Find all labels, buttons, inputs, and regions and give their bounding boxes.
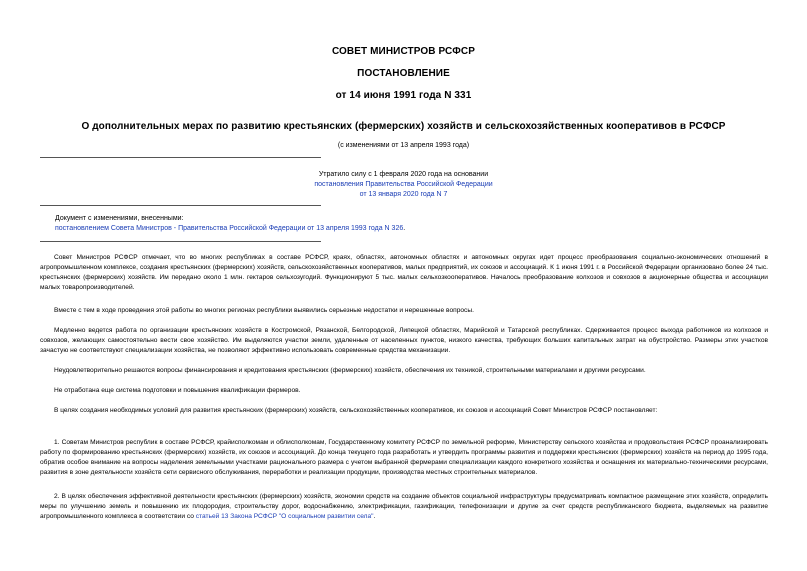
paragraph: Неудовлетворительно решаются вопросы финансирования и кредитования крестьянских (фермерских) хозяйств, обеспечения их техникой, строительными материалами и другими ресурсами. xyxy=(54,367,646,374)
document-title: О дополнительных мерах по развитию крестьянских (фермерских) хозяйств и сельскохозяйственных кооперативов в РСФСР xyxy=(81,121,726,132)
authority-heading: СОВЕТ МИНИСТРОВ РСФСР xyxy=(331,46,476,57)
paragraph: Совет Министров РСФСР отмечает, что во многих республиках в составе РСФСР, краях, областях, автономных областях и автономных округах идет процесс преобразования социально-экономических отношений в агропромышленном комплексе, создания крестьянских (фермерских) хозяйств, сельскохозяйственных кооперативов, малых предприятий, их союзов и ассоциаций. К 1 июня 1991 г. в Российской Федерации организовано более 24 тыс. крестьянских (фермерских) хозяйств. Им передано около 1 млн. гектаров сельхозугодий. Функционируют 5 тыс. малых сельхозкооперативов. Началось преобразование колхозов и совхозов в акционерные общества и ассоциации малых товаропроизводителей. xyxy=(40,254,768,291)
paragraph-tail: . xyxy=(373,513,376,520)
changes-note xyxy=(55,214,405,234)
divider-line xyxy=(40,241,321,242)
paragraph: Медленно ведется работа по организации крестьянских хозяйств в Костромской, Рязанской, Белгородской, Липецкой областях, Марийской и Татарской республиках. Сдерживается процесс выхода работников из колхозов и совхозов, желающих самостоятельно вести свое хозяйство. Им выделяются участки земли, удаленные от населенных пунктов, низкого качества, требующих больших капитальных затрат на обустройство. Размеры этих участков зачастую не соответствуют специализации хозяйства, не позволяют эффективно использовать современные средства механизации. xyxy=(40,327,768,354)
expiry-decree-link[interactable]: постановления Правительства Российской Федерации xyxy=(314,181,493,188)
document-type-heading: ПОСТАНОВЛЕНИЕ xyxy=(357,68,450,79)
paragraph xyxy=(40,492,768,522)
amendments-note: (с изменениями от 13 апреля 1993 года) xyxy=(337,142,470,149)
law-article-link[interactable]: статьей 13 Закона РСФСР "О социальном развитии села" xyxy=(195,513,374,520)
paragraph: 1. Советам Министров республик в составе РСФСР, крайисполкомам и облисполкомам, Государственному комитету РСФСР по земельной реформе, Министерству сельского хозяйства и продовольствия РСФСР проанализировать работу по формированию крестьянских (фермерских) хозяйств, их союзов и ассоциаций. До конца текущего года разработать и утвердить программы развития и поддержки крестьянских (фермерских) хозяйств на период до 1995 года, обратив особое внимание на вопросы наделения земельными участками рационального размера с учетом выбранной фермерами специализации каждого конкретного хозяйства и оснащения их материально-техническими ресурсами, развития в зоне деятельности хозяйств сети сервисного обслуживания, переработки и реализации продукции, производства местных строительных материалов. xyxy=(40,439,768,476)
expiry-note-text: Утратило силу с 1 февраля 2020 года на основании xyxy=(318,171,489,178)
paragraph: В целях создания необходимых условий для развития крестьянских (фермерских) хозяйств, сельскохозяйственных кооперативов, их союзов и ассоциаций Совет Министров РСФСР постановляет: xyxy=(54,407,658,414)
expiry-decree-date-link[interactable]: от 13 января 2020 года N 7 xyxy=(359,191,448,198)
paragraph: Не отработана еще система подготовки и повышения квалификации фермеров. xyxy=(54,387,301,394)
divider-line xyxy=(40,157,321,158)
paragraph-text: 2. В целях обеспечения эффективной деятельности крестьянских (фермерских) хозяйств, экономии средств на создание объектов социальной инфраструктуры предусматривать компактное размещение этих хозяйств, определить меры по улучшению земель и повышению их плодородия, строительству дорог, водоснабжению, электрификации, газификации, телефонизации и другие за счет средств республиканского бюджета, выделяемых на развитие агропромышленного комплекса в соответствии со xyxy=(40,493,768,520)
changes-note-tail: . xyxy=(403,225,406,232)
amending-decree-link[interactable]: постановлением Совета Министров - Правительства Российской Федерации от 13 апреля 1993 года N 326 xyxy=(55,225,404,232)
date-number-heading: от 14 июня 1991 года N 331 xyxy=(335,90,472,101)
divider-line xyxy=(40,205,321,206)
paragraph: Вместе с тем в ходе проведения этой работы во многих регионах республики выявились серьезные недостатки и нерешенные вопросы. xyxy=(54,307,474,314)
changes-note-label: Документ с изменениями, внесенными: xyxy=(55,215,184,222)
expiry-note xyxy=(0,170,807,200)
